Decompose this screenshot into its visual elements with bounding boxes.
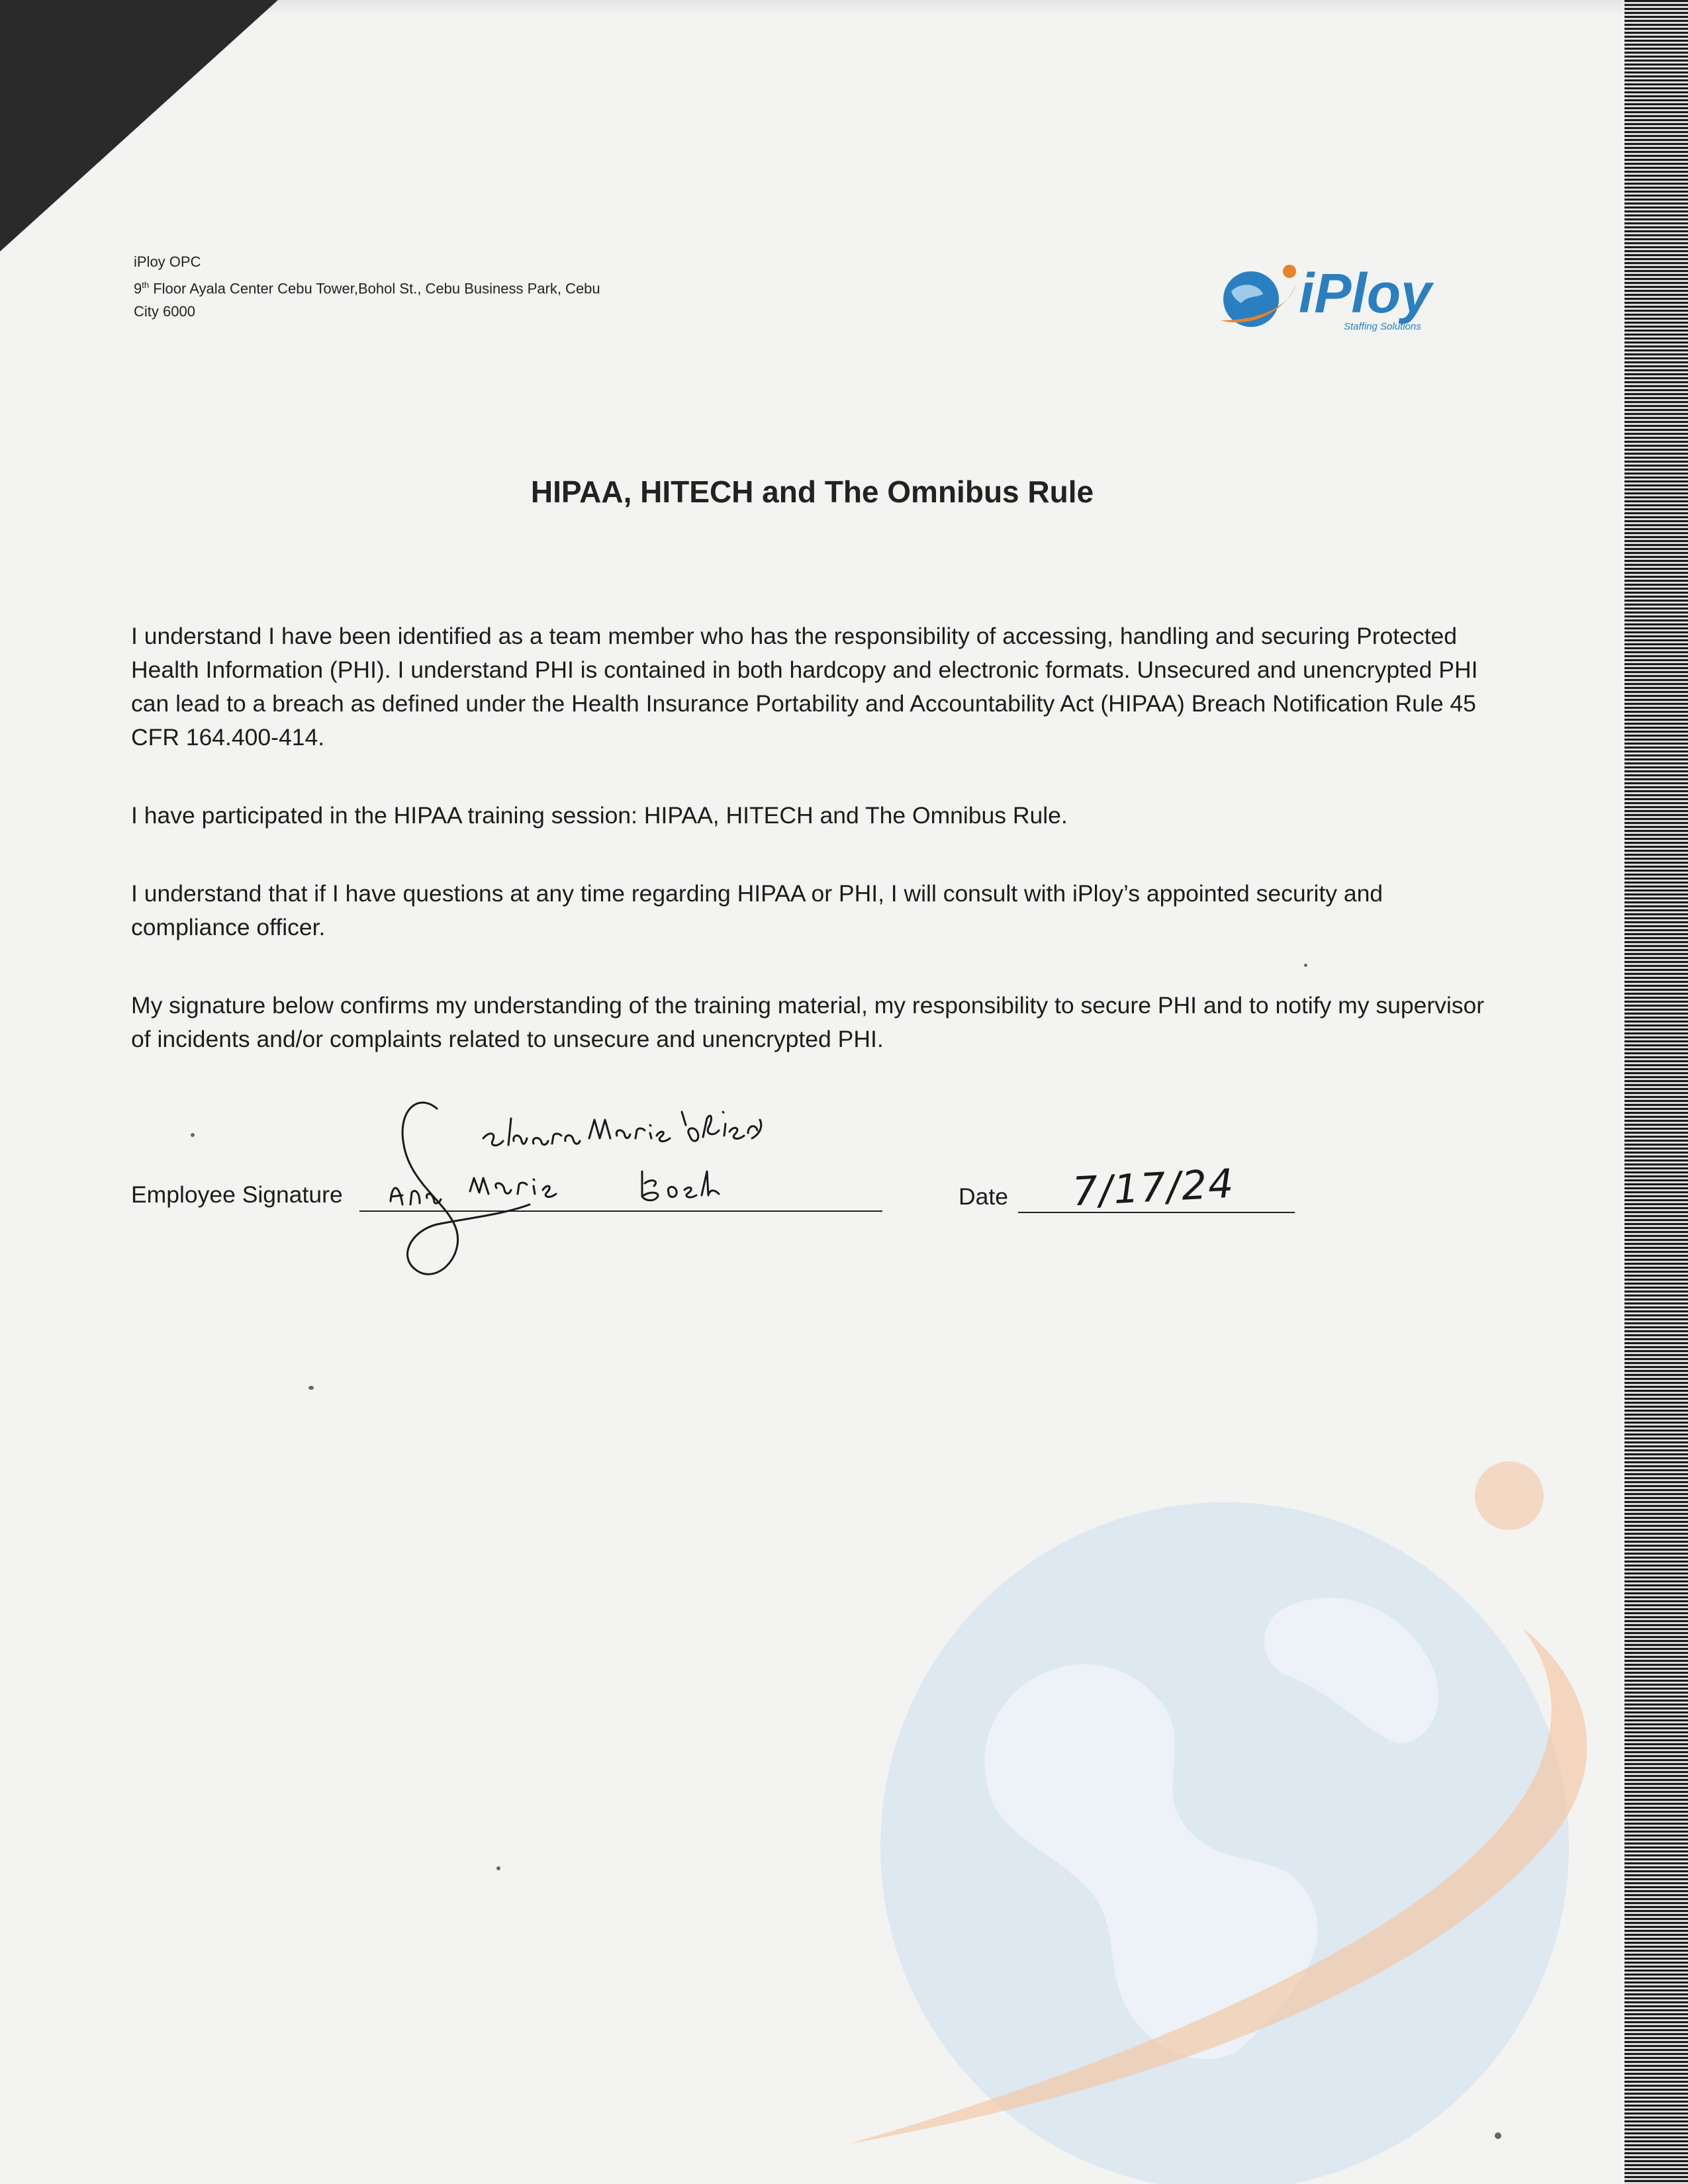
document-body — [131, 619, 1508, 1101]
paragraph-confirmation: My signature below confirms my understanding of the training material, my responsibility to secure PHI and to notify my supervisor of incidents and/or complaints related to unsecure and unencrypted PHI. — [131, 992, 1485, 1052]
scan-speck — [1304, 964, 1307, 967]
document-title: HIPAA, HITECH and The Omnibus Rule — [530, 475, 1094, 509]
handwritten-date: 7/17/24 — [1071, 1160, 1236, 1216]
scan-speck — [496, 1866, 500, 1870]
globe-watermark-icon — [821, 1410, 1624, 2184]
address-line-1 — [134, 273, 600, 300]
logo-tagline: Staffing Solutions — [1344, 321, 1421, 332]
scan-speck — [191, 1133, 195, 1137]
date-line[interactable] — [1018, 1212, 1295, 1213]
paragraph-training: I have participated in the HIPAA training session: HIPAA, HITECH and The Omnibus Rule. — [131, 802, 1068, 829]
date-label: Date — [959, 1183, 1008, 1210]
logo-wordmark: iPloy — [1299, 262, 1432, 324]
company-name: iPloy OPC — [134, 253, 201, 270]
floor-number: 9 — [134, 280, 142, 297]
folded-corner — [0, 0, 278, 251]
scan-speck — [308, 1386, 314, 1390]
company-address — [134, 250, 600, 323]
paragraph-acknowledgement: I understand I have been identified as a team member who has the responsibility of accessing, handling and securing Protected Health Information (PHI). I understand PHI is contained in both hardcopy and electronic formats. Unsecured and unencrypted PHI can lead to a breach as defined under the Health Insurance Portability and Accountability Act (HIPAA) Breach Notification Rule 45 CFR 164.400-414. — [131, 623, 1478, 751]
paragraph-questions: I understand that if I have questions at any time regarding HIPAA or PHI, I will consult with iPloy’s appointed security and compliance officer. — [131, 880, 1383, 940]
handwritten-signature — [351, 1072, 880, 1291]
floor-suffix: th — [142, 280, 150, 290]
address-line-1-rest: Floor Ayala Center Cebu Tower,Bohol St., Cebu Business Park, Cebu — [149, 280, 600, 297]
address-line-2: City 6000 — [134, 303, 195, 320]
employee-signature-label: Employee Signature — [131, 1181, 343, 1208]
scan-speck — [1495, 2132, 1501, 2139]
scanner-edge — [1624, 0, 1688, 2184]
iploy-logo — [1211, 251, 1463, 338]
